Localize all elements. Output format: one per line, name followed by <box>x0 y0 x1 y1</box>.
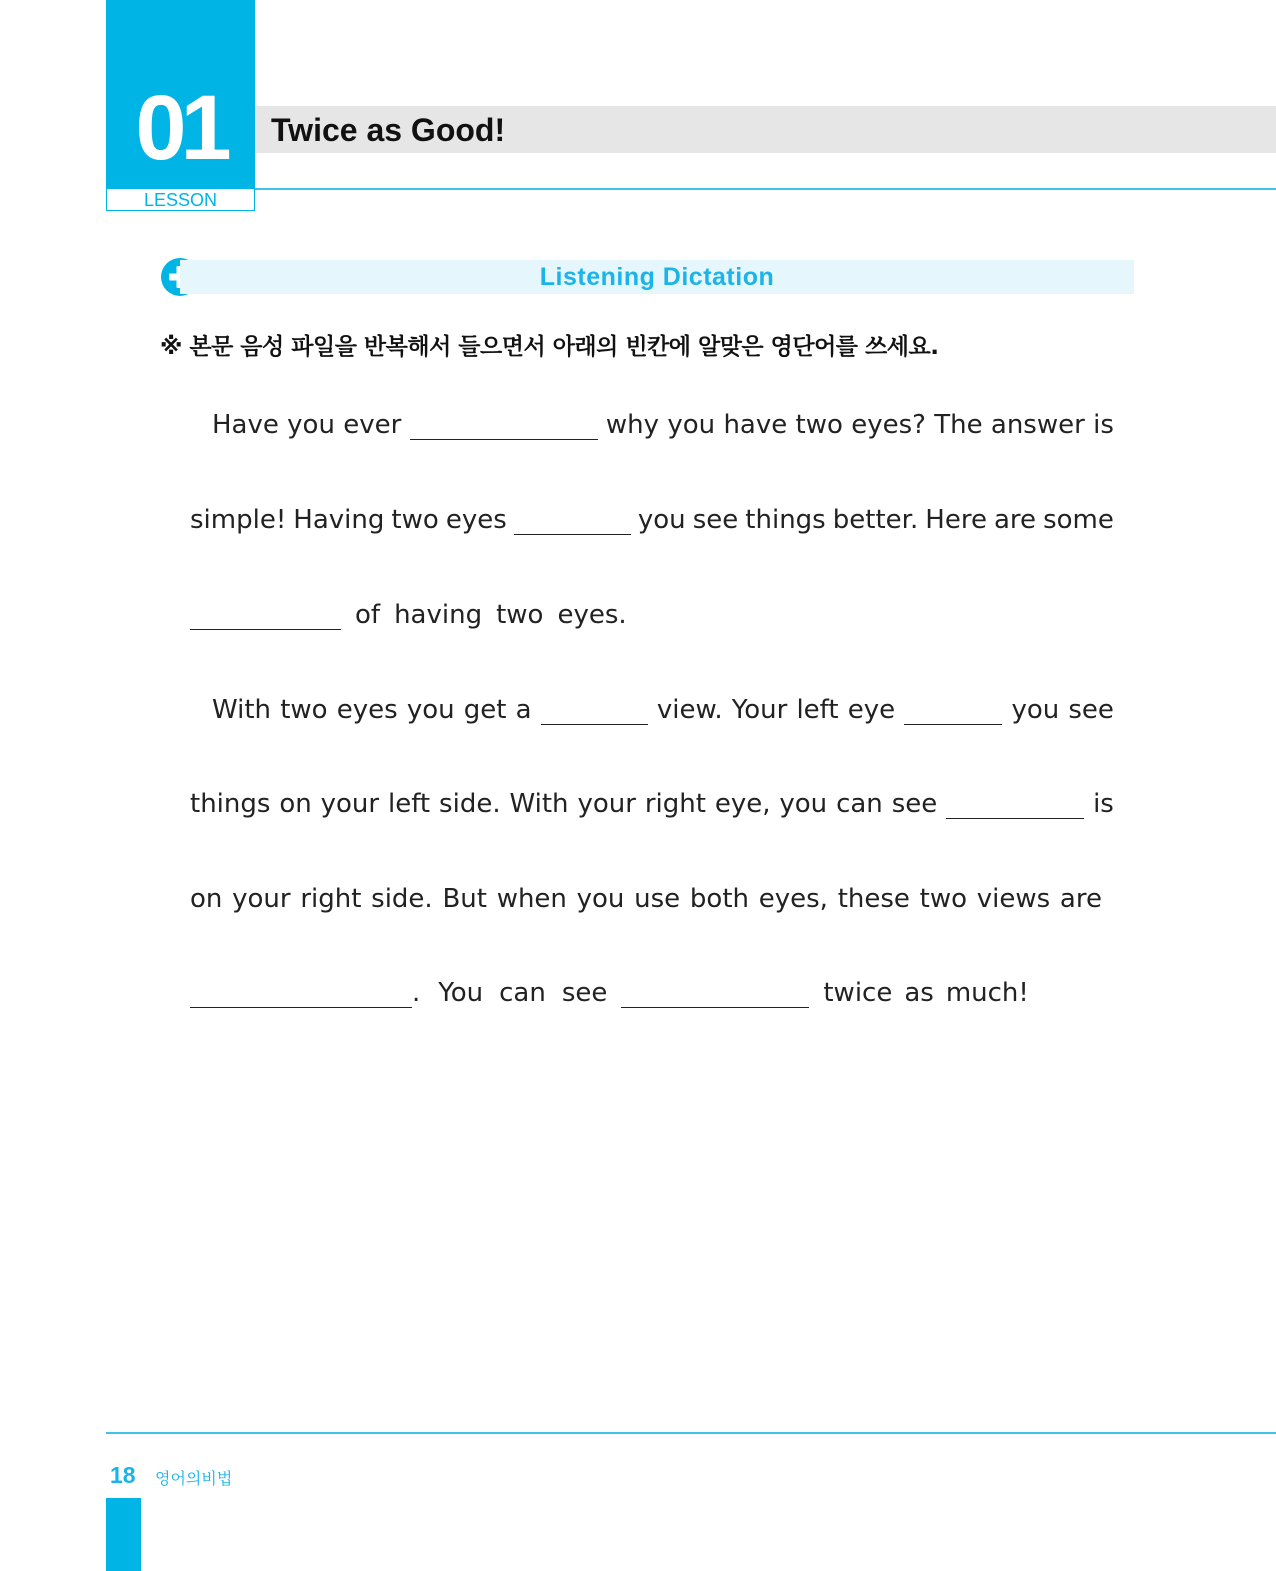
word: these <box>837 884 910 914</box>
passage-line-6 <box>190 879 1102 919</box>
answer-blank[interactable] <box>190 601 341 630</box>
word: simple! <box>190 505 287 535</box>
word: Your <box>731 695 788 725</box>
word: two <box>280 695 328 725</box>
footer-divider <box>106 1432 1276 1434</box>
word: see <box>1068 695 1114 725</box>
word: is <box>1093 410 1114 440</box>
word: your <box>320 789 380 819</box>
passage-line-3 <box>190 595 1114 635</box>
passage-line-4 <box>190 690 1114 730</box>
word: Here <box>925 505 987 535</box>
word: left <box>388 789 431 819</box>
word: eye, <box>714 789 771 819</box>
header-divider <box>255 188 1276 190</box>
word: eyes, <box>758 884 828 914</box>
word: But <box>442 884 487 914</box>
passage-line-7 <box>190 973 1114 1013</box>
word: can <box>499 978 546 1008</box>
word: of <box>355 600 381 630</box>
lesson-number: 01 <box>135 77 226 179</box>
word: The <box>934 410 983 440</box>
word: eye <box>847 695 896 725</box>
lesson-label: LESSON <box>106 188 255 211</box>
word: get <box>463 695 507 725</box>
word: see <box>692 505 739 535</box>
word: you <box>406 695 455 725</box>
word: you <box>667 410 716 440</box>
period: . <box>412 978 421 1008</box>
word: when <box>496 884 567 914</box>
word: eyes <box>445 505 507 535</box>
word: right <box>300 884 362 914</box>
word: on <box>190 884 223 914</box>
word: Have <box>212 410 279 440</box>
word: can <box>836 789 883 819</box>
answer-blank[interactable] <box>190 979 412 1008</box>
word: are <box>994 505 1037 535</box>
word: eyes? <box>851 410 926 440</box>
passage-line-5 <box>190 784 1114 824</box>
word: use <box>634 884 681 914</box>
word: view. <box>656 695 723 725</box>
word: you <box>637 505 686 535</box>
word: right <box>644 789 706 819</box>
word: With <box>509 789 569 819</box>
word: some <box>1043 505 1114 535</box>
word: side. <box>439 789 501 819</box>
word: left <box>796 695 839 725</box>
word: you <box>287 410 335 440</box>
word: see <box>891 789 938 819</box>
title-bar <box>255 106 1276 153</box>
lesson-badge <box>106 0 255 190</box>
word: answer <box>990 410 1085 440</box>
word: you <box>779 789 828 819</box>
word: With <box>212 695 272 725</box>
word: are <box>1059 884 1102 914</box>
answer-blank[interactable] <box>541 696 648 725</box>
word: things <box>745 505 826 535</box>
page-number: 18 <box>110 1462 136 1488</box>
word: is <box>1093 789 1114 819</box>
word: views <box>976 884 1051 914</box>
instruction-text: ※ 본문 음성 파일을 반복해서 들으면서 아래의 빈칸에 알맞은 영단어를 쓰세요. <box>160 334 939 360</box>
word: having <box>394 600 483 630</box>
answer-blank[interactable] <box>621 979 809 1008</box>
word: both <box>689 884 750 914</box>
section-header <box>180 260 1134 294</box>
word: your <box>232 884 291 914</box>
answer-blank[interactable] <box>514 506 631 535</box>
word: two <box>391 505 439 535</box>
word: better. <box>832 505 919 535</box>
word: two <box>919 884 968 914</box>
word: side. <box>371 884 433 914</box>
word: two <box>496 600 544 630</box>
word: twice <box>823 978 893 1008</box>
book-title: 영어의비법 <box>155 1469 233 1488</box>
word: two <box>795 410 843 440</box>
word: You <box>438 978 484 1008</box>
footer-tab <box>106 1498 141 1571</box>
word: eyes. <box>557 600 627 630</box>
word: things <box>190 789 271 819</box>
passage-line-2 <box>190 500 1114 540</box>
section-title: Listening Dictation <box>539 263 775 291</box>
word: on <box>279 789 312 819</box>
answer-blank[interactable] <box>946 790 1084 819</box>
word: much! <box>945 978 1029 1008</box>
word: as <box>904 978 934 1008</box>
word: have <box>723 410 788 440</box>
answer-blank[interactable] <box>904 696 1002 725</box>
word: you <box>576 884 625 914</box>
page-title: Twice as Good! <box>271 112 506 148</box>
word: eyes <box>336 695 398 725</box>
word: a <box>515 695 532 725</box>
word: you <box>1011 695 1060 725</box>
word: see <box>561 978 608 1008</box>
word: your <box>577 789 636 819</box>
passage-line-1 <box>190 405 1114 445</box>
word: why <box>605 410 660 440</box>
answer-blank[interactable] <box>410 411 598 440</box>
word: Having <box>293 505 385 535</box>
word: ever <box>343 410 402 440</box>
